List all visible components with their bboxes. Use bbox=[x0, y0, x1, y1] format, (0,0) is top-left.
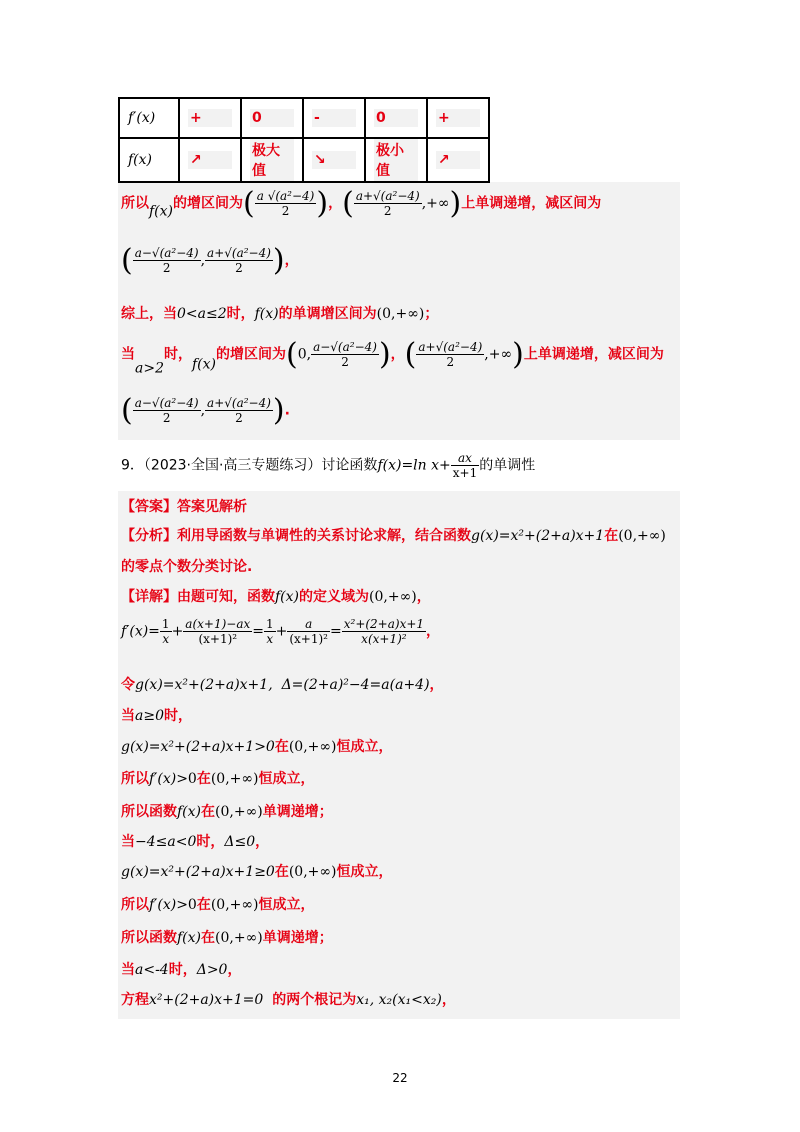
question-9: 9．（2023·全国·高三专题练习）讨论函数f(x)=ln x+ $\frac{ax}{x+1}$ 的单调性 bbox=[121, 451, 536, 480]
table-row bbox=[119, 98, 489, 138]
case2-line-4: 所以函数f(x)在(0,+∞)单调递增； bbox=[121, 930, 333, 946]
case3-line-1: 当a<-4时，Δ>0， bbox=[121, 962, 242, 978]
prev-line-1: 所以f(x)的增区间为( $\frac{\text{a √(a²−4)}}{2}$ )，( $\frac{\text{a+√(a²−4)}}{2}$ ,+∞)上单调递增，减区间为 bbox=[121, 186, 602, 221]
table-cell: + bbox=[179, 98, 241, 138]
prev-line-3: 综上，当0<a≤2时，f(x)的单调增区间为(0,+∞)； bbox=[121, 306, 439, 322]
prev-line-4: 当a>2时，f(x)的增区间为(0, $\frac{\text{a−√(a²−4)}}{2}$ )，( $\frac{\text{a+√(a²−4)}}{2}$ ,+∞)上单调递增，减区间为 bbox=[121, 337, 664, 377]
table-row bbox=[119, 138, 489, 182]
case2-line-2: g(x)=x²+(2+a)x+1≥0在(0,+∞)恒成立， bbox=[121, 864, 393, 880]
sign-table bbox=[118, 97, 490, 183]
case1-line-3: 所以f′(x)>0在(0,+∞)恒成立， bbox=[121, 771, 315, 787]
case2-line-1: 当−4≤a<0时，Δ≤0， bbox=[121, 834, 270, 850]
prev-line-5: ( $\frac{\text{a−√(a²−4)}}{2}$ , $\frac{\text{a+√(a²−4)}}{2}$ ). bbox=[121, 393, 290, 428]
table-cell: ↗ bbox=[179, 138, 241, 182]
analysis-line-1: 【分析】利用导函数与单调性的关系讨论求解，结合函数g(x)=x²+(2+a)x+1在(0,+∞) bbox=[121, 528, 666, 544]
prev-line-2: ( $\frac{\text{a−√(a²−4)}}{2}$ , $\frac{\text{a+√(a²−4)}}{2}$ )， bbox=[121, 243, 299, 278]
ling-line: 令g(x)=x²+(2+a)x+1, Δ=(2+a)²−4=a(a+4)， bbox=[121, 677, 444, 693]
table-head-function: f(x) bbox=[119, 138, 179, 182]
case2-line-3: 所以f′(x)>0在(0,+∞)恒成立， bbox=[121, 897, 315, 913]
table-cell: + bbox=[427, 98, 489, 138]
case3-line-2: 方程x²+(2+a)x+1=0 的两个根记为x₁, x₂(x₁<x₂)， bbox=[121, 992, 456, 1008]
table-cell: 极小值 bbox=[365, 138, 427, 182]
table-cell: - bbox=[303, 98, 365, 138]
case1-line-4: 所以函数f(x)在(0,+∞)单调递增； bbox=[121, 804, 333, 820]
case1-line-2: g(x)=x²+(2+a)x+1>0在(0,+∞)恒成立， bbox=[121, 739, 393, 755]
table-head-derivative: f′(x) bbox=[119, 98, 179, 138]
detail-line-1: 【详解】由题可知，函数f(x)的定义域为(0,+∞)， bbox=[121, 589, 431, 605]
analysis-line-2: 的零点个数分类讨论. bbox=[121, 559, 253, 575]
table-cell: 0 bbox=[241, 98, 303, 138]
derivative-line: f′(x)= $\frac{1}{x}$ + $\frac{a(x+1)-ax}{\text{(x+1)²}}$ = $\frac{1}{x}$ + $\frac{a}{\text{(x+1)²}}$ = $\frac{\text{x²+(2+a)x+1}}{\text{x(x+1)²}}$ ， bbox=[121, 617, 441, 646]
table-cell: ↘ bbox=[303, 138, 365, 182]
table-cell: 0 bbox=[365, 98, 427, 138]
case1-line-1: 当a≥0时， bbox=[121, 708, 192, 724]
page-number: 22 bbox=[392, 1071, 408, 1085]
answer-line: 【答案】答案见解析 bbox=[121, 499, 247, 515]
table-cell: 极大值 bbox=[241, 138, 303, 182]
table-cell: ↗ bbox=[427, 138, 489, 182]
